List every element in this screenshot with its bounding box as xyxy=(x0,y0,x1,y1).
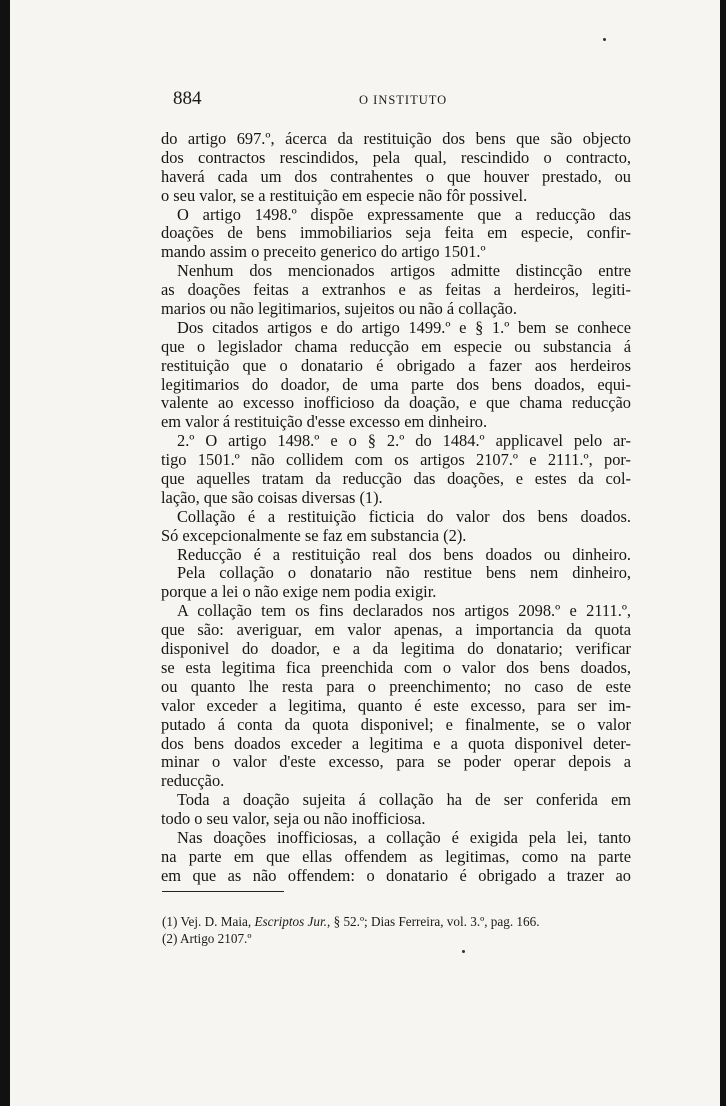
text-line: valente ao excesso inofficioso da doação, e que chama reducção xyxy=(161,393,631,413)
running-head xyxy=(173,88,643,114)
scan-speck xyxy=(462,950,465,953)
text-line: Dos citados artigos e do artigo 1499.º e § 1.º bem se conhece xyxy=(177,317,631,337)
footnote-2-marker: (2) xyxy=(162,931,178,946)
journal-title: O INSTITUTO xyxy=(359,93,448,107)
text-line: porque a lei o não exige nem podia exigir. xyxy=(161,582,437,602)
body-text xyxy=(161,130,631,886)
text-line: se esta legitima fica preenchida com o valor dos bens doados, xyxy=(161,657,631,677)
text-line: dos contractos rescindidos, pela qual, rescindido o contracto, xyxy=(161,147,631,167)
text-line: o seu valor, se a restituição em especie não fôr possivel. xyxy=(161,185,528,205)
footnote-1-text-post: , § 52.º; Dias Ferreira, vol. 3.º, pag. 166. xyxy=(326,914,540,929)
footnotes xyxy=(162,913,642,947)
text-line: legitimarios do doador, de uma parte dos bens doados, equi- xyxy=(161,374,631,394)
footnote-1-text-pre: Vej. D. Maia, xyxy=(177,914,255,929)
footnote-1-italic-title: Escriptos Jur. xyxy=(254,914,327,929)
text-line: Nenhum dos mencionados artigos admitte distincção entre xyxy=(177,261,631,281)
text-line: reducção. xyxy=(161,771,225,791)
text-line: todo o seu valor, seja ou não inofficiosa. xyxy=(161,809,426,829)
text-line: lação, que são coisas diversas (1). xyxy=(161,487,383,507)
text-line: valor exceder a legitima, quanto é este excesso, para ser im- xyxy=(161,695,631,715)
text-line: dos bens doados exceder a legitima e a quota disponivel deter- xyxy=(161,733,631,753)
text-line: doações de bens immobiliarios seja feita em especie, confir- xyxy=(161,223,631,243)
text-line: do artigo 697.º, ácerca da restituição dos bens que são objecto xyxy=(161,129,631,148)
text-line: Toda a doação sujeita á collação ha de ser conferida em xyxy=(177,790,631,810)
text-line: O artigo 1498.º dispõe expressamente que a reducção das xyxy=(177,204,631,224)
text-line: minar o valor d'este excesso, para se poder operar depois a xyxy=(161,752,631,772)
text-line: Reducção é a restituição real dos bens doados ou dinheiro. xyxy=(177,544,631,564)
text-line: A collação tem os fins declarados nos artigos 2098.º e 2111.º, xyxy=(177,601,631,621)
text-line: haverá cada um dos contrahentes o que houver prestado, ou xyxy=(161,166,631,186)
footnote-2-text: Artigo 2107.º xyxy=(177,931,252,946)
text-line: as doações feitas a extranhos e as feitas a herdeiros, legiti- xyxy=(161,280,631,300)
scan-speck xyxy=(603,38,606,41)
text-line: que o legislador chama reducção em especie ou substancia á xyxy=(161,336,631,356)
text-line: mando assim o preceito generico do artigo 1501.º xyxy=(161,242,486,262)
text-line: Pela collação o donatario não restitue bens nem dinheiro, xyxy=(177,563,631,583)
text-line: que aquelles tratam da reducção das doações, e estes da col- xyxy=(161,469,631,489)
text-line: Só excepcionalmente se faz em substancia (2). xyxy=(161,525,467,545)
text-line: tigo 1501.º não collidem com os artigos 2107.º e 2111.º, por- xyxy=(161,450,631,470)
page-number: 884 xyxy=(173,88,202,109)
text-line: putado á conta da quota disponivel; e finalmente, se o valor xyxy=(161,714,631,734)
text-line: Nas doações inofficiosas, a collação é exigida pela lei, tanto xyxy=(177,827,631,847)
footnote-2 xyxy=(162,930,642,947)
text-line: em valor á restituição d'esse excesso em dinheiro. xyxy=(161,412,488,432)
footnote-1 xyxy=(162,913,642,930)
footnote-1-marker: (1) xyxy=(162,914,178,929)
text-line: em que as não offendem: o donatario é obrigado a trazer ao xyxy=(161,865,631,885)
text-line: ou quanto lhe resta para o preenchimento; no caso de este xyxy=(161,676,631,696)
text-line: restituição que o donatario é obrigado a fazer aos herdeiros xyxy=(161,355,631,375)
text-line: Collação é a restituição ficticia do valor dos bens doados. xyxy=(177,506,631,526)
text-line: que são: averiguar, em valor apenas, a importancia da quota xyxy=(161,620,631,640)
text-line: na parte em que ellas offendem as legitimas, como na parte xyxy=(161,846,631,866)
footnote-rule xyxy=(162,891,284,892)
text-line: marios ou não legitimarios, sujeitos ou não á collação. xyxy=(161,299,517,319)
text-line: disponivel do doador, e a da legitima do donatario; verificar xyxy=(161,639,631,659)
text-line: 2.º O artigo 1498.º e o § 2.º do 1484.º applicavel pelo ar- xyxy=(177,431,631,451)
